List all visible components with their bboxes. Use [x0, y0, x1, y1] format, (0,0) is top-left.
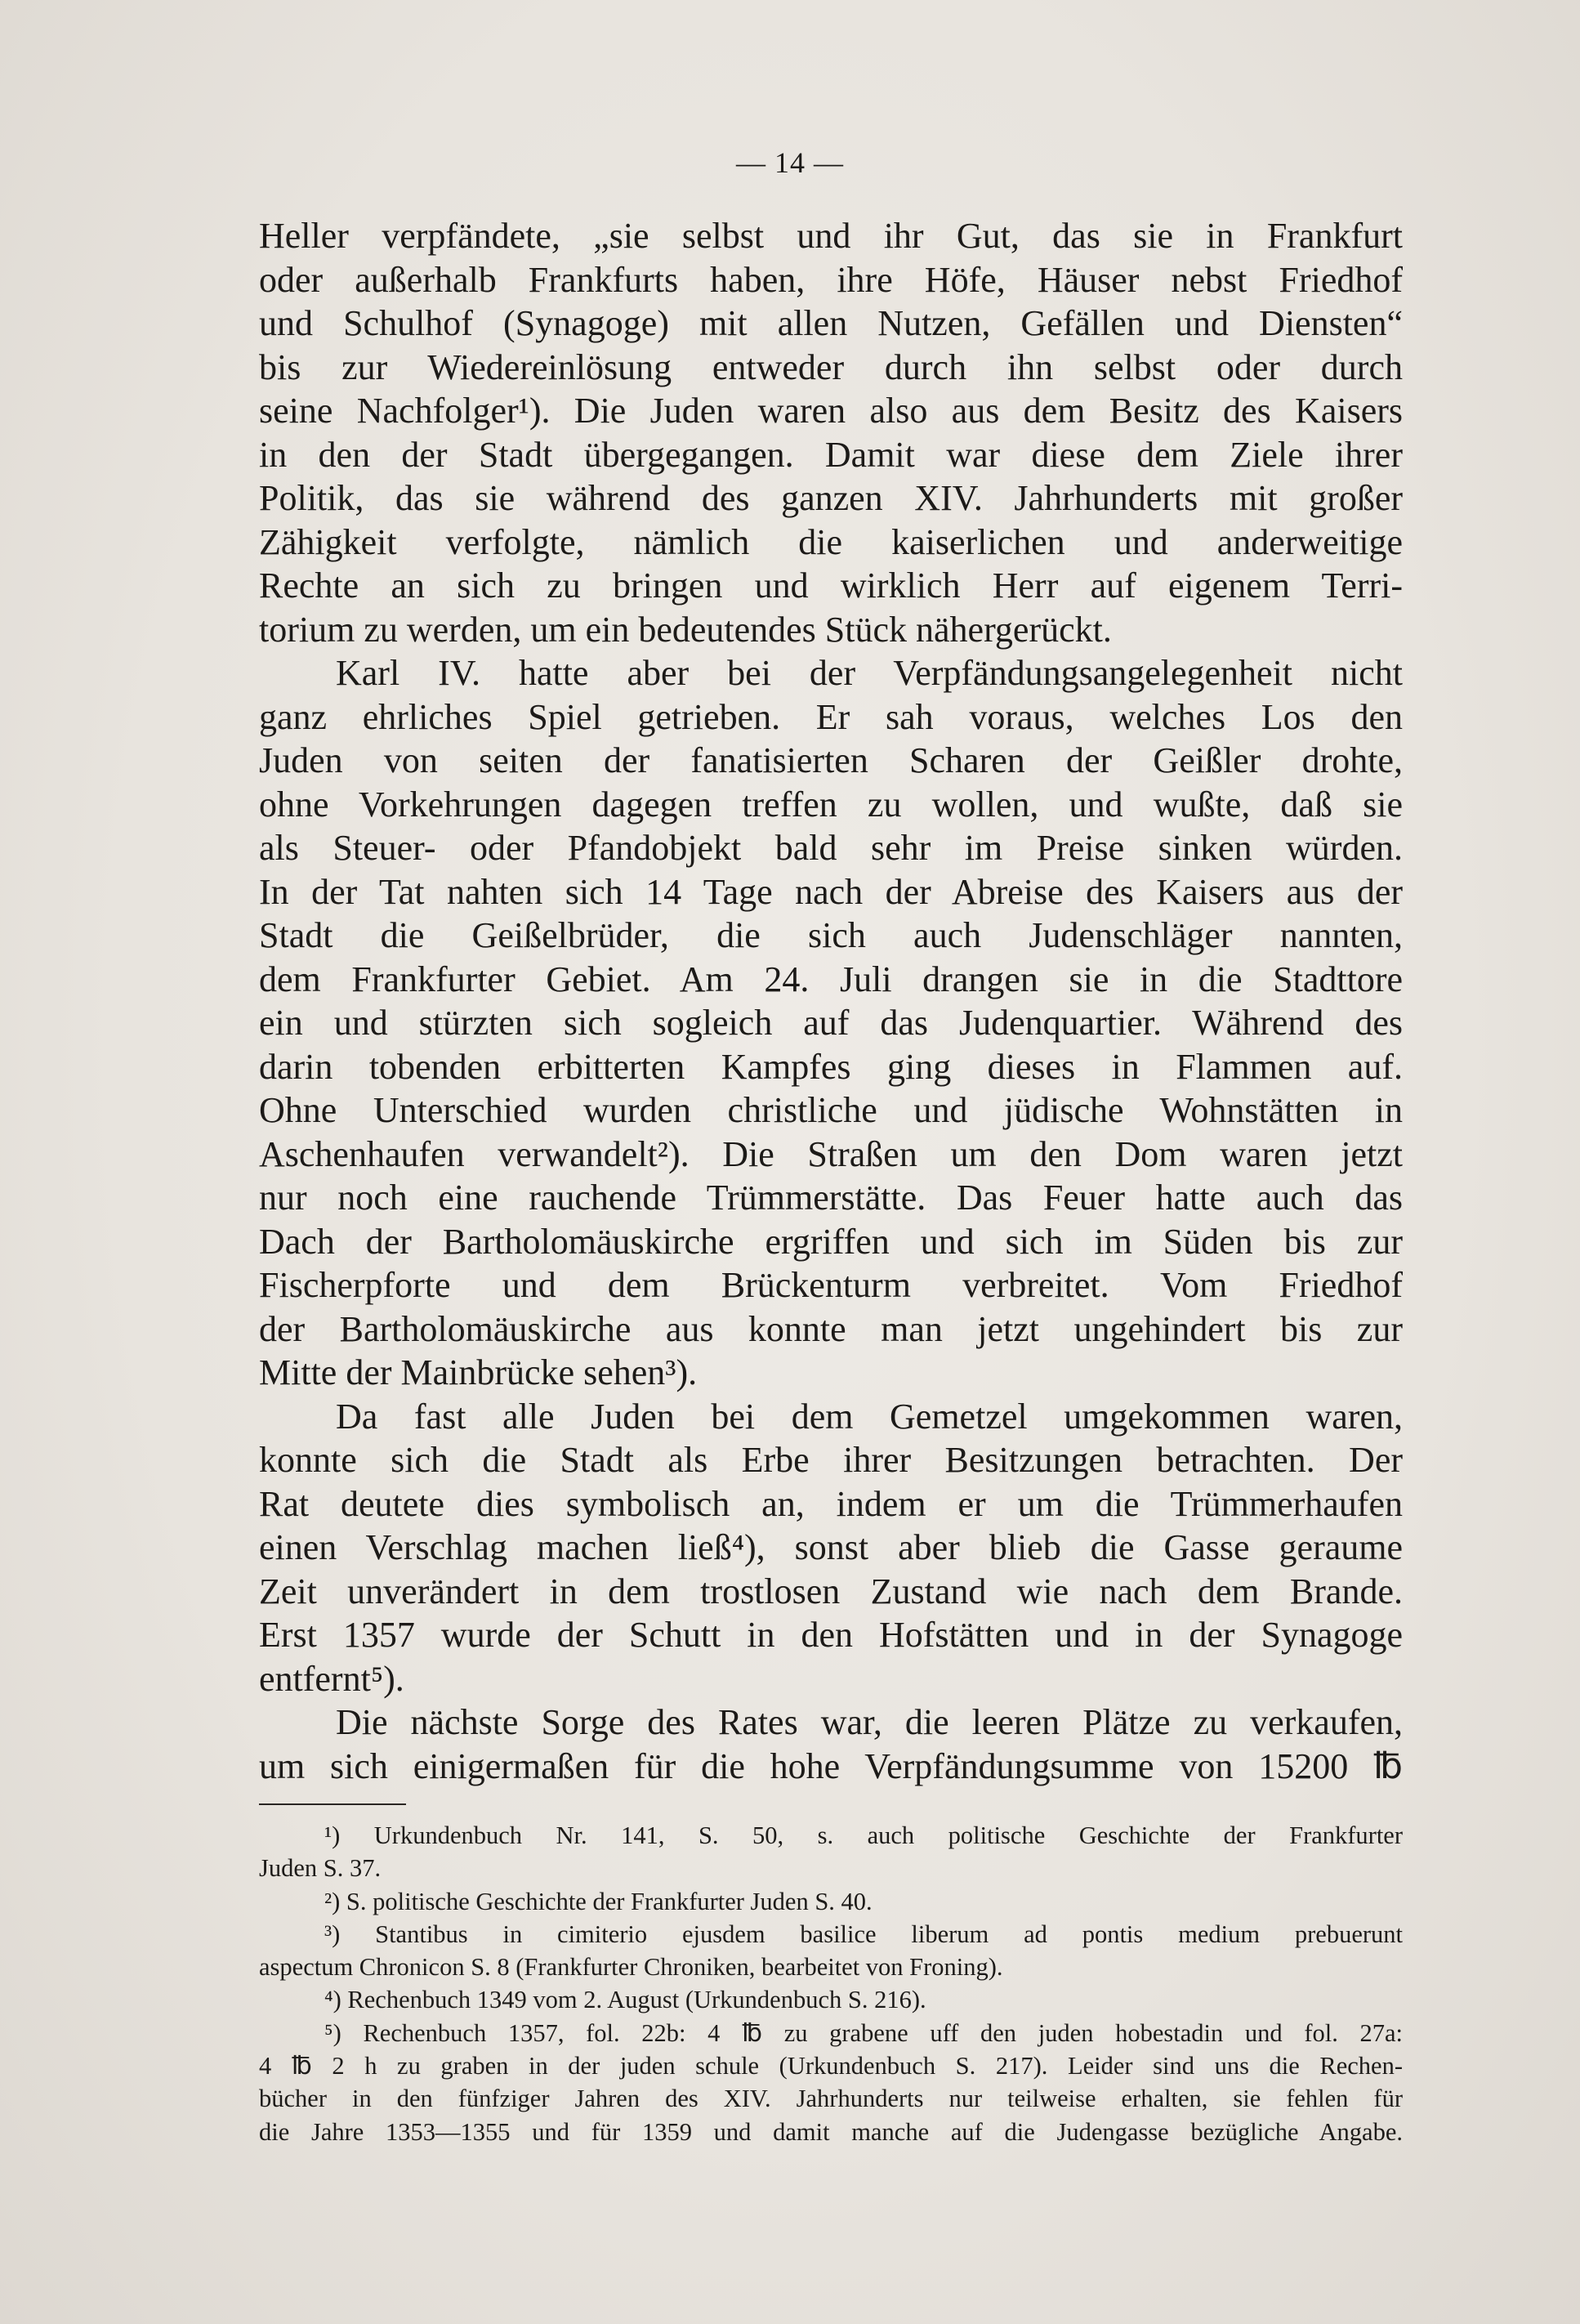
paragraph-start-line: Da fast alle Juden bei dem Gemetzel umgekommen waren, — [336, 1396, 1403, 1437]
footnote-line: ⁴) Rechenbuch 1349 vom 2. August (Urkundenbuch S. 216). — [324, 1986, 926, 2014]
text-line: der Bartholomäuskirche aus konnte man jetzt ungehindert bis zur — [259, 1308, 1403, 1349]
text-line: oder außerhalb Frankfurts haben, ihre Höfe, Häuser nebst Friedhof — [259, 259, 1403, 300]
text-line: ohne Vorkehrungen dagegen treffen zu wollen, und wußte, daß sie — [259, 784, 1403, 825]
text-line: einen Verschlag machen ließ⁴), sonst aber blieb die Gasse geraume — [259, 1527, 1403, 1567]
footnote-line: die Jahre 1353—1355 und für 1359 und damit manche auf die Judengasse bezügliche Angabe. — [259, 2117, 1403, 2146]
text-line: Mitte der Mainbrücke sehen³). — [259, 1352, 698, 1392]
text-line: Erst 1357 wurde der Schutt in den Hofstätten und in der Synagoge — [259, 1615, 1403, 1655]
text-line: Aschenhaufen verwandelt²). Die Straßen um den Dom waren jetzt — [259, 1133, 1403, 1174]
text-line: darin tobenden erbitterten Kampfes ging dieses in Flammen auf. — [259, 1046, 1403, 1087]
text-line: und Schulhof (Synagoge) mit allen Nutzen, Gefällen und Diensten“ — [259, 303, 1403, 343]
text-line: dem Frankfurter Gebiet. Am 24. Juli drangen sie in die Stadttore — [259, 959, 1403, 999]
footnote-line: ⁵) Rechenbuch 1357, fol. 22b: 4 ℔ zu grabene uff den juden hobestadin und fol. 27a: — [324, 2018, 1403, 2047]
paragraph-start-line: Karl IV. hatte aber bei der Verpfändungsangelegenheit nicht — [336, 653, 1403, 693]
text-line: Zeit unverändert in dem trostlosen Zustand wie nach dem Brande. — [259, 1571, 1403, 1611]
main-text — [259, 214, 1403, 1788]
text-line: in den der Stadt übergegangen. Damit war diese dem Ziele ihrer — [259, 434, 1403, 475]
text-line: Zähigkeit verfolgte, nämlich die kaiserlichen und anderweitige — [259, 521, 1403, 562]
text-line: ein und stürzten sich sogleich auf das Judenquartier. Während des — [259, 1003, 1403, 1043]
footnote-line: ³) Stantibus in cimiterio ejusdem basilice liberum ad pontis medium prebuerunt — [324, 1920, 1403, 1948]
text-line: bis zur Wiedereinlösung entweder durch ihn selbst oder durch — [259, 346, 1403, 387]
footnotes — [259, 1819, 1403, 2148]
footnote-line: ²) S. politische Geschichte der Frankfurter Juden S. 40. — [324, 1887, 873, 1915]
text-line: nur noch eine rauchende Trümmerstätte. Das Feuer hatte auch das — [259, 1178, 1403, 1218]
text-line: Rechte an sich zu bringen und wirklich Herr auf eigenem Terri- — [259, 565, 1403, 606]
text-line: Rat deutete dies symbolisch an, indem er um die Trümmerhaufen — [259, 1483, 1403, 1524]
footnote-line: ¹) Urkundenbuch Nr. 141, S. 50, s. auch politische Geschichte der Frankfurter — [324, 1821, 1403, 1849]
footnote-line: 4 ℔ 2 h zu graben in der juden schule (Urkundenbuch S. 217). Leider sind uns die Rechen- — [259, 2052, 1403, 2080]
text-line: Ohne Unterschied wurden christliche und jüdische Wohnstätten in — [259, 1090, 1403, 1130]
text-line: ganz ehrliches Spiel getrieben. Er sah voraus, welches Los den — [259, 696, 1403, 737]
text-line: Fischerpforte und dem Brückenturm verbreitet. Vom Friedhof — [259, 1265, 1403, 1305]
text-line: In der Tat nahten sich 14 Tage nach der Abreise des Kaisers aus der — [259, 871, 1403, 912]
paragraph-start-line: Die nächste Sorge des Rates war, die leeren Plätze zu verkaufen, — [336, 1702, 1403, 1742]
text-line: Dach der Bartholomäuskirche ergriffen und sich im Süden bis zur — [259, 1221, 1403, 1262]
page-number: — 14 — — [736, 146, 844, 179]
text-line: Juden von seiten der fanatisierten Scharen der Geißler drohte, — [259, 740, 1403, 780]
footnote-line: aspectum Chronicon S. 8 (Frankfurter Chroniken, bearbeitet von Froning). — [259, 1953, 1003, 1982]
footnote-divider — [259, 1803, 406, 1805]
text-line: Heller verpfändete, „sie selbst und ihr Gut, das sie in Frankfurt — [259, 216, 1403, 256]
text-line: Politik, das sie während des ganzen XIV. Jahrhunderts mit großer — [259, 478, 1403, 518]
footnote-line: bücher in den fünfziger Jahren des XIV. Jahrhunderts nur teilweise erhalten, sie fehlen für — [259, 2085, 1403, 2113]
text-line: Stadt die Geißelbrüder, die sich auch Judenschläger nannten, — [259, 915, 1403, 955]
text-line: seine Nachfolger¹). Die Juden waren also aus dem Besitz des Kaisers — [259, 391, 1403, 431]
footnote-line: Juden S. 37. — [259, 1854, 382, 1883]
text-line: konnte sich die Stadt als Erbe ihrer Besitzungen betrachten. Der — [259, 1440, 1403, 1480]
text-line: als Steuer- oder Pfandobjekt bald sehr im Preise sinken würden. — [259, 828, 1403, 868]
text-line: entfernt⁵). — [259, 1658, 404, 1699]
text-line: torium zu werden, um ein bedeutendes Stück nähergerückt. — [259, 609, 1112, 650]
text-line: um sich einigermaßen für die hohe Verpfändungsumme von 15200 ℔ — [259, 1745, 1403, 1786]
